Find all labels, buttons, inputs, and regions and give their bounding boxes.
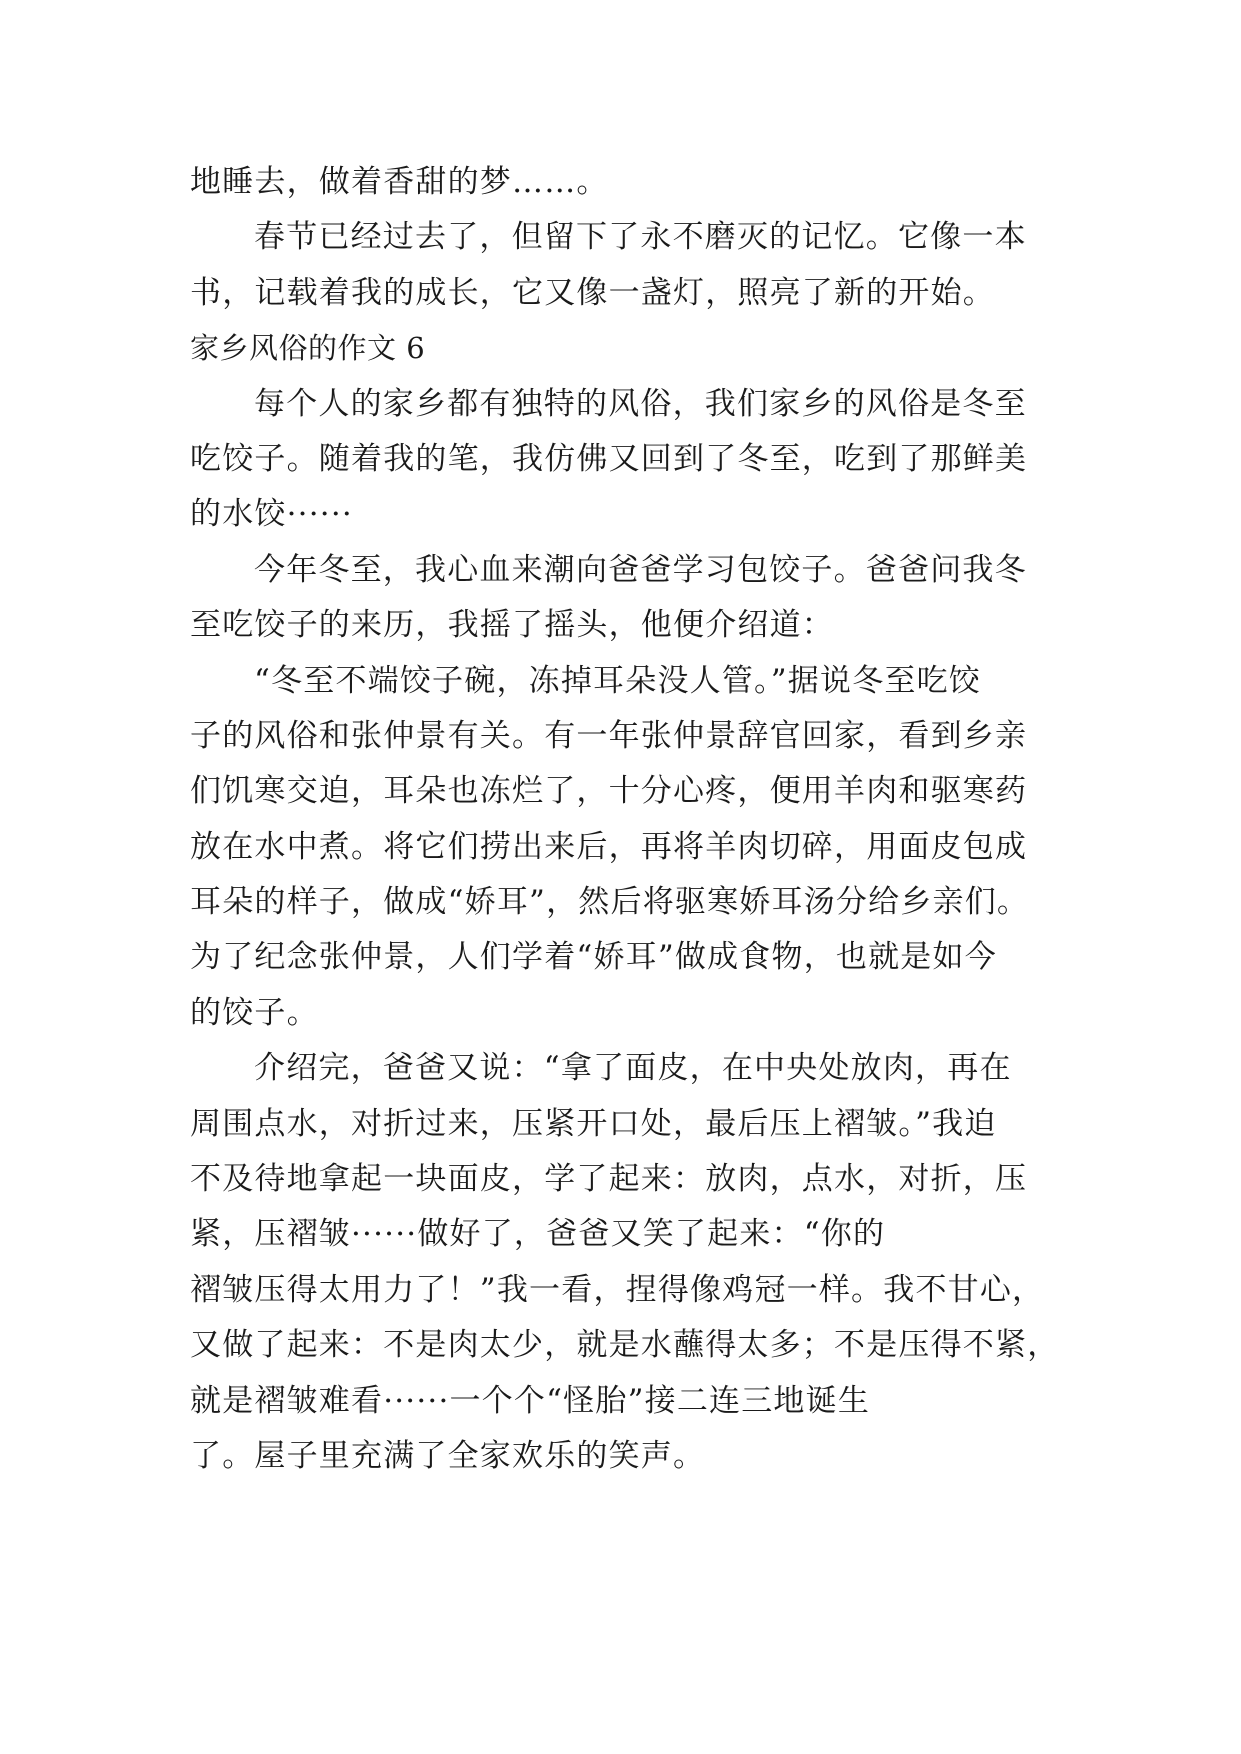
text-line: 地睡去，做着香甜的梦……。 xyxy=(190,164,609,200)
text-line: 春节已经过去了，但留下了永不磨灭的记忆。它像一本 xyxy=(254,219,1027,256)
section-heading: 家乡风俗的作文 6 xyxy=(190,331,426,366)
text-line: 就是褶皱难看······一个个“怪胎”接二连三地诞生 xyxy=(190,1382,871,1419)
text-line: “冬至不端饺子碗，冻掉耳朵没人管。”据说冬至吃饺 xyxy=(254,662,981,699)
text-line: 今年冬至，我心血来潮向爸爸学习包饺子。爸爸问我冬 xyxy=(254,551,1027,588)
text-line: 的水饺······ xyxy=(190,496,353,533)
text-line: 们饥寒交迫，耳朵也冻烂了，十分心疼，便用羊肉和驱寒药 xyxy=(190,773,1028,810)
text-line: 子的风俗和张仲景有关。有一年张仲景辞官回家，看到乡亲 xyxy=(190,717,1028,754)
text-line: 书，记载着我的成长，它又像一盏灯，照亮了新的开始。 xyxy=(190,274,995,311)
text-line: 耳朵的样子，做成“娇耳”，然后将驱寒娇耳汤分给乡亲们。 xyxy=(190,884,1030,921)
text-line: 每个人的家乡都有独特的风俗，我们家乡的风俗是冬至 xyxy=(254,385,1027,422)
text-line: 的饺子。 xyxy=(190,994,319,1031)
text-line: 又做了起来：不是肉太少，就是水蘸得太多；不是压得不紧， xyxy=(190,1327,1060,1364)
text-line: 为了纪念张仲景，人们学着“娇耳”做成食物，也就是如今 xyxy=(190,939,997,976)
text-line: 至吃饺子的来历，我摇了摇头，他便介绍道： xyxy=(190,607,834,644)
document-body xyxy=(190,155,1070,1484)
text-line: 介绍完，爸爸又说：“拿了面皮，在中央处放肉，再在 xyxy=(254,1050,1012,1087)
text-line: 不及待地拿起一块面皮，学了起来：放肉，点水，对折，压 xyxy=(190,1161,1028,1198)
text-line: 褶皱压得太用力了！”我一看，捏得像鸡冠一样。我不甘心， xyxy=(190,1271,1045,1308)
text-line: 周围点水，对折过来，压紧开口处，最后压上褶皱。”我迫 xyxy=(190,1105,997,1142)
text-line: 吃饺子。随着我的笔，我仿佛又回到了冬至，吃到了那鲜美 xyxy=(190,440,1028,477)
text-line: 放在水中煮。将它们捞出来后，再将羊肉切碎，用面皮包成 xyxy=(190,828,1028,865)
text-line: 了。屋子里充满了全家欢乐的笑声。 xyxy=(190,1437,706,1474)
text-line: 紧，压褶皱······做好了，爸爸又笑了起来：“你的 xyxy=(190,1216,886,1253)
